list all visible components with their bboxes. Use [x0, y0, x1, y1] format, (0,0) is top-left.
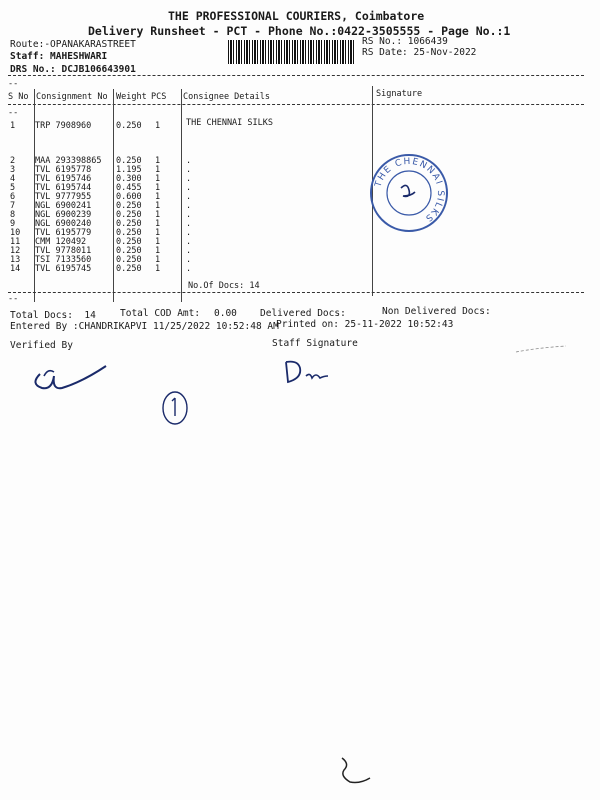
non-delivered-docs: Non Delivered Docs:: [382, 306, 491, 317]
cell-pcs: 1: [155, 219, 161, 229]
cell-weight: 0.250: [116, 255, 142, 265]
printed-on: Printed on: 25-11-2022 10:52:43: [276, 319, 454, 330]
table-row: [0, 246, 600, 255]
company-title: THE PROFESSIONAL COURIERS, Coimbatore: [168, 9, 425, 23]
cell-consignee: .: [186, 210, 192, 220]
cell-consignment: TVL 9777955: [35, 192, 92, 202]
corner-mark-icon: [336, 754, 380, 786]
cell-consignee: .: [186, 183, 192, 193]
cell-sno: 3: [10, 165, 16, 175]
cell-pcs: 1: [155, 255, 161, 265]
circled-one-icon: [158, 388, 192, 428]
cell-weight: 0.250: [116, 228, 142, 238]
cell-consignment: TVL 6195744: [35, 183, 92, 193]
col-header-sno: S No: [8, 92, 29, 102]
cell-pcs: 1: [155, 228, 161, 238]
col-header-consignment: Consignment No: [36, 92, 108, 102]
verified-by: Verified By: [10, 340, 73, 351]
cell-consignment: NGL 6900239: [35, 210, 92, 220]
table-row: [0, 183, 600, 192]
drs-number: DRS No.: DCJB106643901: [10, 64, 136, 75]
cell-consignee: .: [186, 255, 192, 265]
cell-pcs: 1: [155, 237, 161, 247]
cell-pcs: 1: [155, 174, 161, 184]
cell-sno: 11: [10, 237, 21, 247]
cell-sno: 5: [10, 183, 16, 193]
cell-sno: 9: [10, 219, 16, 229]
table-row: [0, 210, 600, 219]
cell-weight: 0.250: [116, 219, 142, 229]
cell-weight: 0.250: [116, 246, 142, 256]
total-cod-label: Total COD Amt:: [120, 308, 201, 319]
table-row: [0, 219, 600, 228]
divider-line: [8, 104, 584, 105]
cell-weight: 1.195: [116, 165, 142, 175]
cell-pcs: 1: [155, 121, 161, 131]
cell-sno: 7: [10, 201, 16, 211]
cell-sno: 4: [10, 174, 16, 184]
cell-consignee: .: [186, 237, 192, 247]
divider-line: [8, 292, 584, 293]
cell-consignee: .: [186, 264, 192, 274]
col-header-consignee: Consignee Details: [183, 92, 270, 102]
cell-consignee: .: [186, 192, 192, 202]
table-row: [0, 228, 600, 237]
cell-consignment: TVL 6195778: [35, 165, 92, 175]
divider-line: [8, 75, 584, 76]
table-row: [0, 255, 600, 264]
cell-consignment: CMM 120492: [35, 237, 87, 247]
barcode-image: [228, 40, 356, 64]
table-row: [0, 156, 600, 165]
cell-consignment: NGL 6900241: [35, 201, 92, 211]
cell-weight: 0.250: [116, 237, 142, 247]
table-row: [0, 201, 600, 210]
cell-consignee: .: [186, 219, 192, 229]
cell-sno: 8: [10, 210, 16, 220]
no-of-docs: No.Of Docs: 14: [188, 281, 260, 291]
cell-sno: 1: [10, 121, 16, 131]
route-label: Route:-OPANAKARASTREET: [10, 39, 136, 50]
cell-sno: 14: [10, 264, 21, 274]
cell-consignment: NGL 6900240: [35, 219, 92, 229]
cell-pcs: 1: [155, 165, 161, 175]
verified-signature-icon: [26, 354, 110, 394]
cell-consignee: .: [186, 246, 192, 256]
table-row: [0, 165, 600, 174]
cell-pcs: 1: [155, 192, 161, 202]
staff-signature-icon: [280, 356, 334, 388]
cell-consignment: TVL 6195745: [35, 264, 92, 274]
cell-sno: 6: [10, 192, 16, 202]
rs-date: RS Date: 25-Nov-2022: [362, 47, 477, 58]
staff-label: Staff: MAHESHWARI: [10, 51, 108, 62]
col-header-pcs: PCS: [151, 92, 167, 102]
table-row: [0, 118, 600, 131]
table-row: [0, 237, 600, 246]
total-cod-value: 0.00: [214, 308, 237, 319]
cell-consignee: .: [186, 165, 192, 175]
cell-pcs: 1: [155, 246, 161, 256]
entered-by: Entered By :CHANDRIKAPVI 11/25/2022 10:52:48 AM: [10, 321, 279, 332]
rs-number: RS No.: 1066439: [362, 36, 448, 47]
cell-sno: 13: [10, 255, 21, 265]
cell-pcs: 1: [155, 156, 161, 166]
divider-marks: --: [8, 79, 19, 89]
cell-consignment: TRP 7908960: [35, 121, 92, 131]
cell-weight: 0.250: [116, 264, 142, 274]
runsheet-title: Delivery Runsheet - PCT - Phone No.:0422-3505555 - Page No.:1: [88, 24, 511, 38]
cell-consignee: .: [186, 228, 192, 238]
svg-text:THE CHENNAI SILKS: THE CHENNAI SILKS: [373, 156, 446, 224]
cell-weight: 0.250: [116, 201, 142, 211]
cell-consignment: TVL 9778011: [35, 246, 92, 256]
cell-consignment: TVL 6195746: [35, 174, 92, 184]
staff-signature-label: Staff Signature: [272, 338, 358, 349]
table-row: [0, 264, 600, 273]
cell-consignment: MAA 293398865: [35, 156, 102, 166]
faint-mark-icon: [514, 342, 570, 358]
cell-pcs: 1: [155, 183, 161, 193]
total-docs: Total Docs: 14: [10, 310, 96, 321]
cell-weight: 0.600: [116, 192, 142, 202]
cell-pcs: 1: [155, 201, 161, 211]
cell-sno: 12: [10, 246, 21, 256]
company-stamp-icon: [368, 152, 450, 234]
cell-consignee: THE CHENNAI SILKS: [186, 118, 273, 128]
cell-weight: 0.250: [116, 210, 142, 220]
cell-pcs: 1: [155, 264, 161, 274]
cell-weight: 0.300: [116, 174, 142, 184]
divider-marks: --: [8, 108, 19, 118]
delivered-docs: Delivered Docs:: [260, 308, 346, 319]
col-header-signature: Signature: [376, 89, 423, 99]
divider-marks: --: [8, 294, 19, 304]
cell-consignee: .: [186, 174, 192, 184]
table-row: [0, 192, 600, 201]
cell-consignment: TVL 6195779: [35, 228, 92, 238]
cell-sno: 10: [10, 228, 21, 238]
cell-weight: 0.250: [116, 121, 142, 131]
cell-consignment: TSI 7133560: [35, 255, 92, 265]
cell-consignee: .: [186, 201, 192, 211]
cell-pcs: 1: [155, 210, 161, 220]
cell-consignee: .: [186, 156, 192, 166]
cell-weight: 0.250: [116, 156, 142, 166]
table-row: [0, 174, 600, 183]
col-header-weight: Weight: [116, 92, 147, 102]
cell-weight: 0.455: [116, 183, 142, 193]
cell-sno: 2: [10, 156, 16, 166]
